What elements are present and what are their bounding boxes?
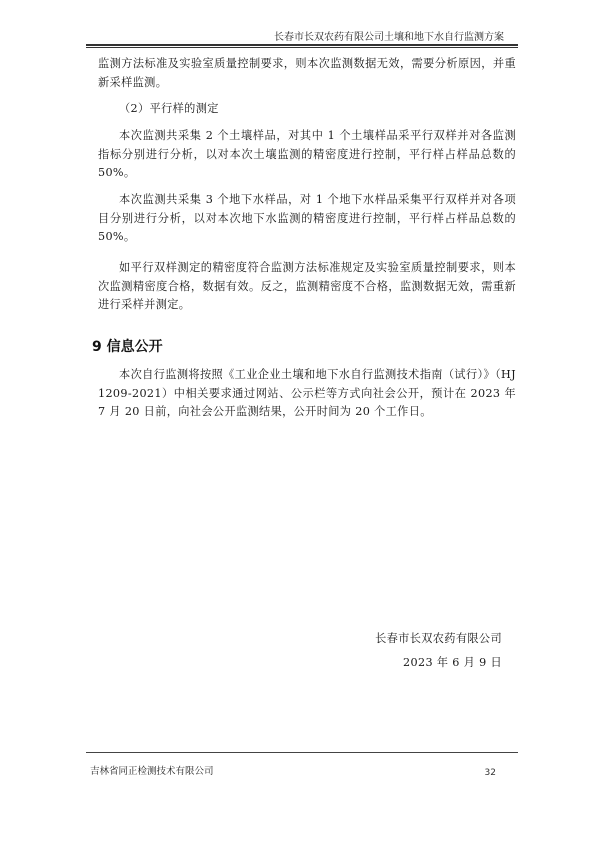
paragraph-continuation: 监测方法标准及实验室质量控制要求，则本次监测数据无效，需要分析原因，并重新采样监测。	[98, 57, 516, 89]
paragraph-groundwater-samples: 本次监测共采集 3 个地下水样品，对 1 个地下水样品采集平行双样并对各项目分别进行分析，以对本次地下水监测的精密度进行控制，平行样占样品总数的 50%。	[98, 193, 516, 243]
signature-company: 长春市长双农药有限公司	[375, 632, 502, 645]
section-heading-information-disclosure: 9 信息公开	[92, 339, 163, 355]
footer-rule	[86, 752, 518, 753]
paragraph-soil-samples: 本次监测共采集 2 个土壤样品，对其中 1 个土壤样品采平行双样并对各监测指标分别进行分析，以对本次土壤监测的精密度进行控制，平行样占样品总数的 50%。	[98, 129, 516, 179]
running-header-title: 长春市长双农药有限公司土壤和地下水自行监测方案	[274, 32, 504, 43]
page-number: 32	[484, 768, 496, 778]
paragraph-information-disclosure: 本次自行监测将按照《工业企业土壤和地下水自行监测技术指南（试行）》（HJ 1209-2021）中相关要求通过网站、公示栏等方式向社会公开，预计在 2023 年 7 月 20 日前，向社会公开监测结果，公开时间为 20 个工作日。	[98, 368, 516, 418]
header-rule	[86, 44, 518, 48]
subheading-parallel-samples: （2）平行样的测定	[119, 102, 219, 115]
signature-date: 2023 年 6 月 9 日	[403, 656, 502, 669]
paragraph-precision-evaluation: 如平行双样测定的精密度符合监测方法标准规定及实验室质量控制要求，则本次监测精密度合格，数据有效。反之，监测精密度不合格，监测数据无效，需重新进行采样并测定。	[98, 261, 516, 311]
footer-company: 吉林省同正检测技术有限公司	[90, 766, 214, 777]
